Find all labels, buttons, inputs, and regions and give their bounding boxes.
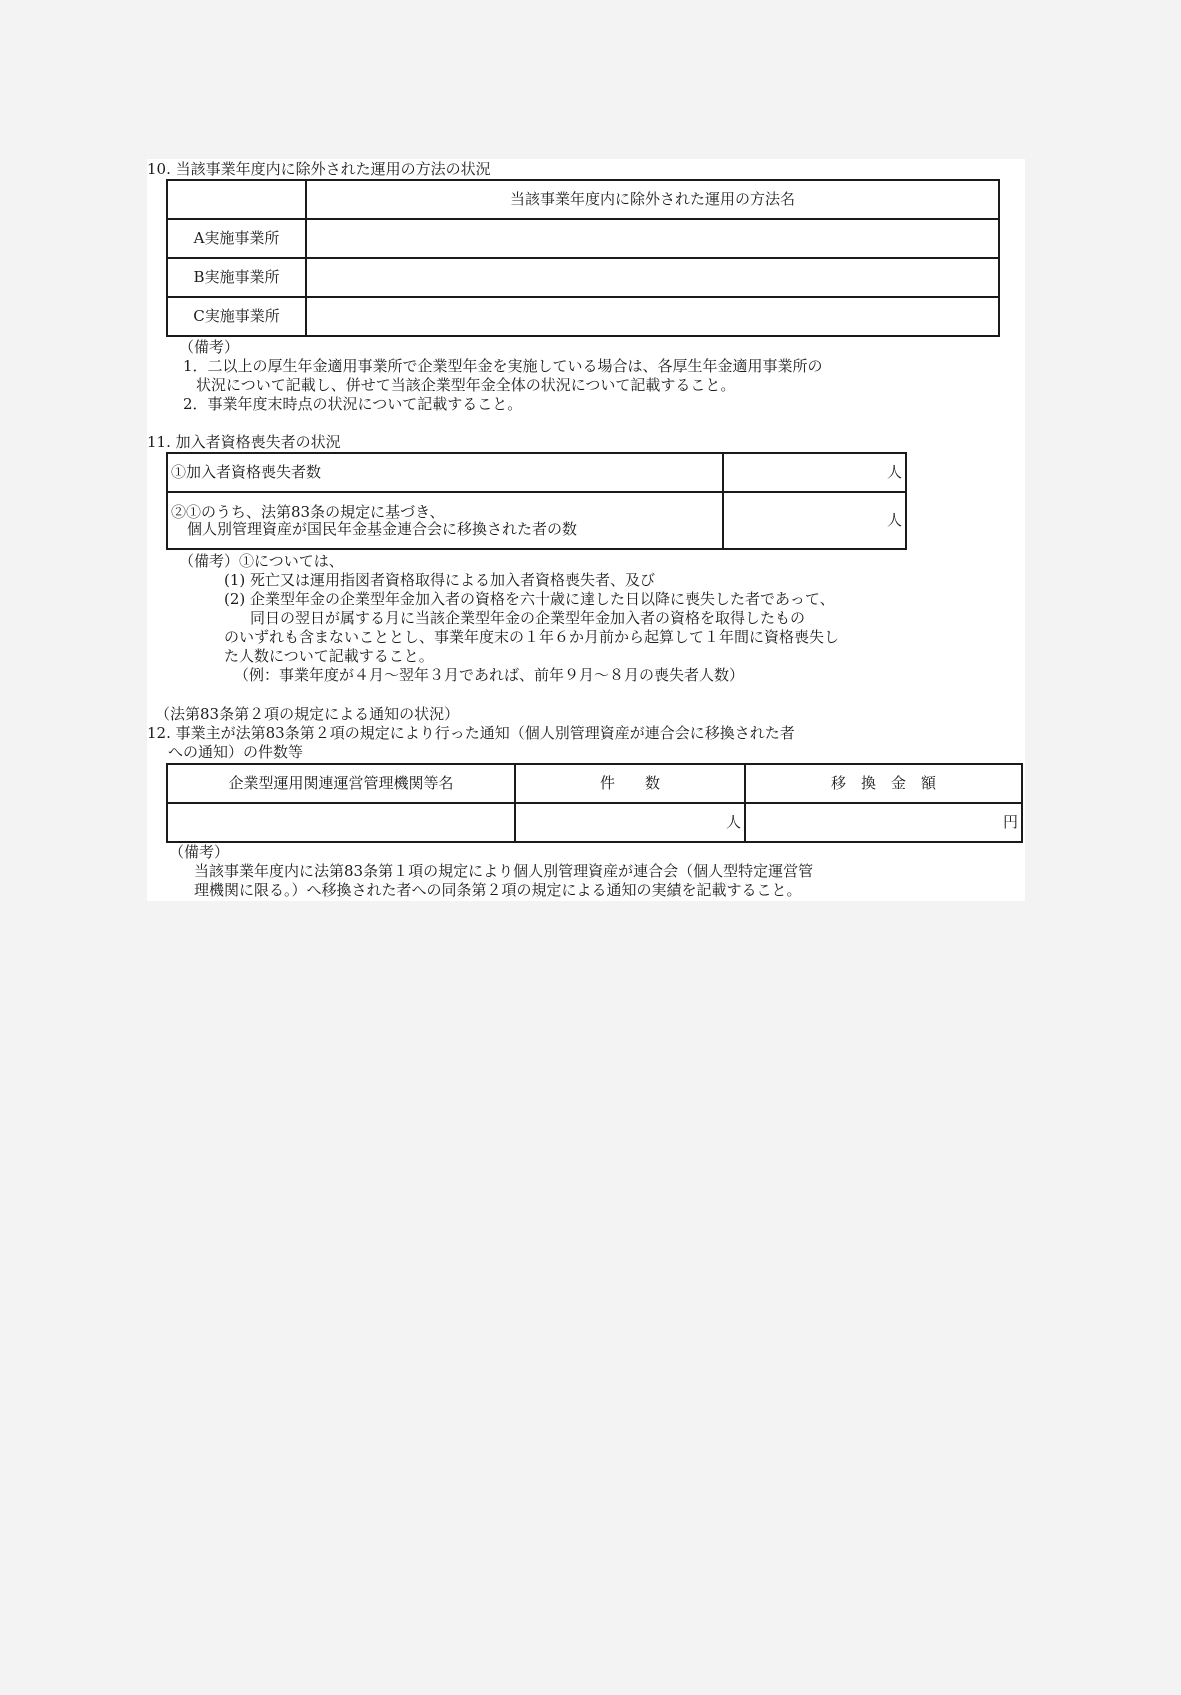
value-cell-c (306, 297, 999, 336)
column-header-count: 件 数 (515, 764, 745, 803)
section-10-note-1-cont: 状況について記載し、併せて当該企業型年金全体の状況について記載すること。 (196, 376, 736, 394)
section-10-note-2: 2．事業年度末時点の状況について記載すること。 (183, 395, 523, 413)
section-12-pre-heading: （法第83条第２項の規定による通知の状況） (155, 705, 460, 723)
section-12-note-1-cont: 理機関に限る。）へ移換された者への同条第２項の規定による通知の実績を記載すること。 (194, 881, 802, 899)
table-corner-cell (167, 180, 306, 219)
section-11-table (166, 452, 907, 550)
section-12-heading-cont: への通知）の件数等 (168, 743, 304, 761)
row-label-a: A実施事業所 (167, 219, 306, 258)
section-11-notes-label: （備考）①については、 (179, 552, 344, 570)
value-cell-b (306, 258, 999, 297)
row-label-transferred-count (167, 492, 723, 549)
column-header-amount: 移 換 金 額 (745, 764, 1022, 803)
section-12-notes-label: （備考） (169, 843, 230, 861)
section-12-heading: 12. 事業主が法第83条第２項の規定により行った通知（個人別管理資産が連合会に移換された者 (147, 724, 795, 742)
row-label-disqualified-count: ①加入者資格喪失者数 (167, 453, 723, 492)
section-11-heading: 11. 加入者資格喪失者の状況 (147, 433, 341, 451)
section-12-note-1: 当該事業年度内に法第83条第１項の規定により個人別管理資産が連合会（個人型特定運営管 (194, 862, 814, 880)
row-label-line-1: ②①のうち、法第83条の規定に基づき、 (171, 502, 445, 521)
institution-cell (167, 803, 515, 842)
section-11-note-2-cont: 同日の翌日が属する月に当該企業型年金の企業型年金加入者の資格を取得したもの (250, 609, 806, 627)
unit-yen: 円 (745, 803, 1022, 842)
section-11-note-1: (1) 死亡又は運用指図者資格取得による加入者資格喪失者、及び (224, 571, 656, 589)
row-label-c: C実施事業所 (167, 297, 306, 336)
section-10-heading: 10. 当該事業年度内に除外された運用の方法の状況 (147, 160, 491, 178)
section-11-example: （例：事業年度が４月～翌年３月であれば、前年９月～８月の喪失者人数） (234, 666, 745, 684)
column-header-institution: 企業型運用関連運営管理機関等名 (167, 764, 515, 803)
section-11-note-2: (2) 企業型年金の企業型年金加入者の資格を六十歳に達した日以降に喪失した者であって、 (224, 590, 835, 608)
section-12-table (166, 763, 1023, 843)
unit-persons: 人 (723, 453, 906, 492)
unit-persons: 人 (723, 492, 906, 549)
row-label-line-2: 個人別管理資産が国民年金基金連合会に移換された者の数 (187, 519, 578, 538)
section-10-table (166, 179, 1000, 337)
value-cell-a (306, 219, 999, 258)
section-11-note-3: のいずれも含まないこととし、事業年度末の１年６か月前から起算して１年間に資格喪失し (224, 628, 840, 646)
column-header-method-name: 当該事業年度内に除外された運用の方法名 (306, 180, 999, 219)
section-10-note-1: 1．二以上の厚生年金適用事業所で企業型年金を実施している場合は、各厚生年金適用事業所の (183, 357, 823, 375)
row-label-b: B実施事業所 (167, 258, 306, 297)
section-10-notes-label: （備考） (179, 338, 240, 356)
unit-persons: 人 (515, 803, 745, 842)
section-11-note-3-cont: た人数について記載すること。 (224, 647, 434, 665)
